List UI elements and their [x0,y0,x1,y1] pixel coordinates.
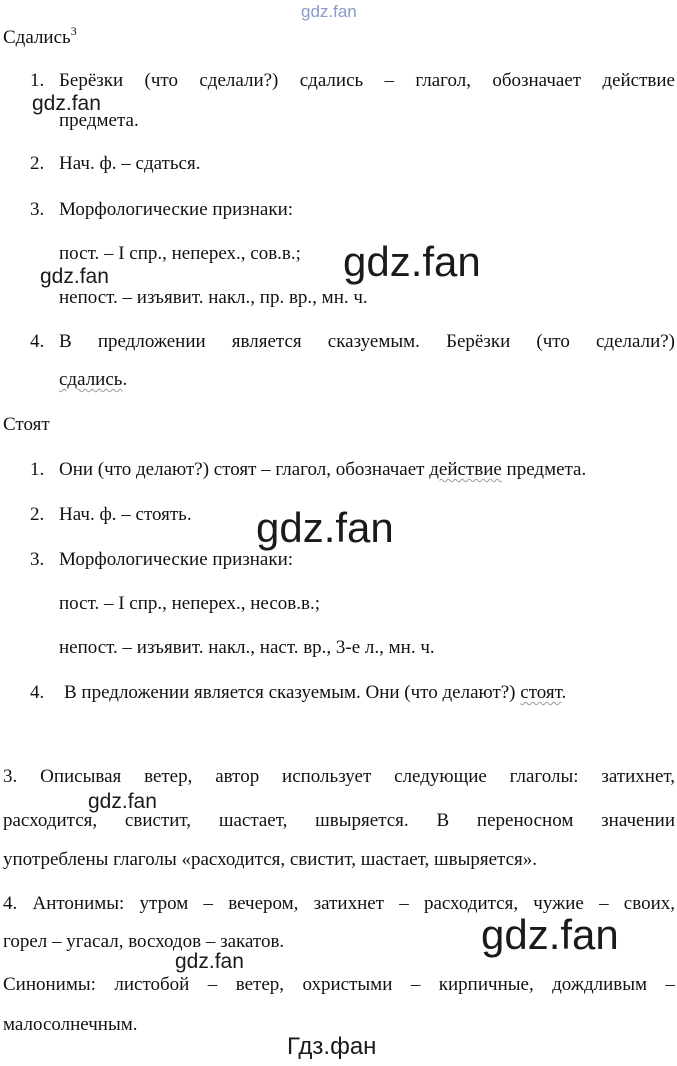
watermark-small-3: gdz.fan [88,790,157,813]
paragraph4-line4: малосолнечным. [3,1014,138,1035]
section2-item1-a: Они (что делают?) стоят – глагол, обозначает [59,459,430,480]
watermark-footer: Гдз.фан [287,1033,377,1060]
watermark-large-2: gdz.fan [256,504,394,551]
section1-item3-number: 3. [30,199,45,220]
section2-item1-c: предмета. [501,459,587,480]
section1-item2: Нач. ф. – сдаться. [59,153,201,174]
section1-item2-number: 2. [30,153,45,174]
watermark-small-4: gdz.fan [175,950,244,973]
watermark-large-1: gdz.fan [343,238,481,285]
paragraph4-line3: Синонимы: листобой – ветер, охристыми – кирпичные, дождливым – [3,974,675,995]
section1-item4-end: . [122,369,128,390]
paragraph4-line1: 4. Антонимы: утром – вечером, затихнет – расходится, чужие – своих, [3,893,675,914]
section2-item3-number: 3. [30,549,45,570]
section2-item1-number: 1. [30,459,45,480]
section1-item3: Морфологические признаки: [59,199,294,220]
paragraph3-line1: 3. Описывая ветер, автор использует следующие глаголы: затихнет, [3,766,675,787]
section1-item4-number: 4. [30,331,45,352]
paragraph4-line2: горел – угасал, восходов – закатов. [3,931,285,952]
section1-item1-line1: Берёзки (что сделали?) сдались – глагол, обозначает действие [59,70,675,91]
section2-item4-number: 4. [30,682,45,703]
paragraph3-line3: употреблены глаголы «расходится, свистит, шастает, швыряется». [3,849,537,870]
section1-heading-sup: 3 [70,24,77,38]
watermark-large-3: gdz.fan [481,911,619,958]
section2-heading: Стоят [3,414,50,435]
section1-item1-line2: предмета. [59,110,139,131]
section1-heading [3,24,77,49]
section1-item4-line2 [59,369,127,391]
section2-nonconst-features: непост. – изъявит. накл., наст. вр., 3-е л., мн. ч. [59,637,435,658]
section2-item2-number: 2. [30,504,45,525]
section2-item4-underlined-word: стоят [520,682,562,703]
section2-item3: Морфологические признаки: [59,549,294,570]
section1-const-features: пост. – I спр., неперех., сов.в.; [59,243,301,264]
section2-item4 [64,682,566,704]
paragraph3-line2: расходится, свистит, шастает, швыряется. В переносном значении [3,810,675,831]
section2-item4-a: В предложении является сказуемым. Они (что делают?) [64,682,521,703]
section1-item4-underlined-word: сдались [59,369,123,390]
section2-item2: Нач. ф. – стоять. [59,504,192,525]
watermark-top: gdz.fan [301,2,357,21]
section1-nonconst-features: непост. – изъявит. накл., пр. вр., мн. ч. [59,287,368,308]
watermark-small-2: gdz.fan [40,265,109,288]
section2-const-features: пост. – I спр., неперех., несов.в.; [59,593,320,614]
watermark-small-1: gdz.fan [32,92,101,115]
section2-item4-end: . [561,682,567,703]
section1-item4-line1: В предложении является сказуемым. Берёзки (что сделали?) [59,331,675,352]
section1-item1-number: 1. [30,70,45,91]
section2-item1 [59,459,586,481]
section2-item1-underlined-word: действие [429,459,502,480]
section1-heading-text: Сдались [3,27,71,48]
